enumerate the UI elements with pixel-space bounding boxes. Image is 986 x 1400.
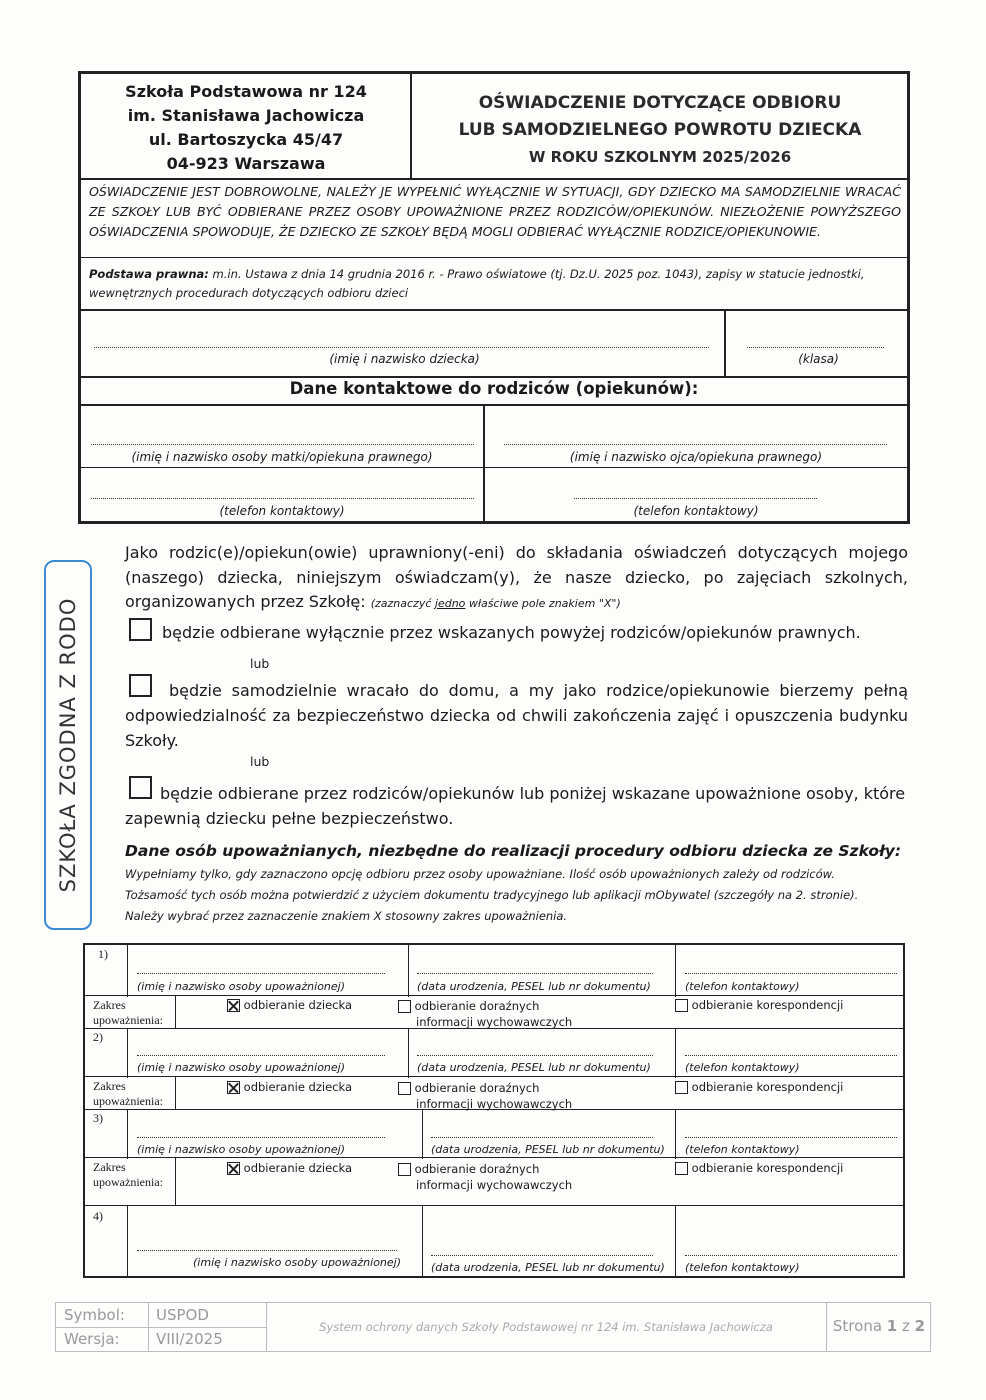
symbol-label: Symbol: <box>64 1306 125 1324</box>
title-line-3: W ROKU SZKOLNYM 2025/2026 <box>528 148 792 166</box>
person-phone-label: (telefon kontaktowy) <box>685 1261 800 1274</box>
authorized-note-2: Tożsamość tych osób można potwierdzić z użyciem dokumentu tradycyjnego lub aplikacji mObywatel (szczegóły na 2. stronie). <box>125 888 859 902</box>
checkbox[interactable] <box>675 1162 688 1175</box>
authorized-heading: Dane osób upoważnianych, niezbędne do realizacji procedury odbioru dziecka ze Szkoły: <box>125 842 902 860</box>
page-number: Strona 1 z 2 <box>832 1317 926 1335</box>
person-phone-label: (telefon kontaktowy) <box>685 980 800 993</box>
scope-mail-option[interactable]: odbieranie korespondencji <box>675 998 843 1012</box>
footer <box>55 1302 931 1352</box>
authorized-table <box>83 943 905 1278</box>
scope-mail-option[interactable]: odbieranie korespondencji <box>675 1161 843 1175</box>
symbol-value: USPOD <box>156 1306 209 1324</box>
checkbox[interactable] <box>398 1082 411 1095</box>
school-patron: im. Stanisława Jachowicza <box>127 106 365 125</box>
legal-basis-text: m.in. Ustawa z dnia 14 grudnia 2016 r. - Prawo oświatowe (tj. Dz.U. 2025 poz. 1043), zapisy w statucie jednostki, wewnętrznych procedurach dotyczących odbioru dzieci <box>89 267 865 300</box>
title-line-2: LUB SAMODZIELNEGO POWROTU DZIECKA <box>458 120 862 140</box>
scope-pickup-option[interactable]: odbieranie dziecka <box>227 998 352 1012</box>
row-number: 2) <box>93 1030 103 1044</box>
school-city: 04-923 Warszawa <box>166 154 326 173</box>
mother-phone-label: (telefon kontaktowy) <box>219 504 345 518</box>
row-number: 3) <box>93 1111 103 1125</box>
person-id-label: (data urodzenia, PESEL lub nr dokumentu) <box>417 980 651 993</box>
row-number: 1) <box>98 947 108 961</box>
scope-info-option[interactable]: odbieranie doraźnych informacji wychowawczych <box>398 1080 572 1112</box>
declaration-hint: (zaznaczyć jedno właściwe pole znakiem "X") <box>370 597 621 610</box>
authorized-note-3: Należy wybrać przez zaznaczenie znakiem X stosowny zakres upoważnienia. <box>125 909 568 923</box>
scope-label: Zakres upoważnienia: <box>93 1160 163 1189</box>
scope-mail-option[interactable]: odbieranie korespondencji <box>675 1080 843 1094</box>
person-id-label: (data urodzenia, PESEL lub nr dokumentu) <box>431 1261 665 1274</box>
scope-label: Zakres upoważnienia: <box>93 998 163 1027</box>
father-label: (imię i nazwisko ojca/opiekuna prawnego) <box>569 450 823 464</box>
header-box <box>78 71 910 524</box>
legal-basis <box>89 265 901 303</box>
school-name: Szkoła Podstawowa nr 124 <box>125 82 367 101</box>
legal-basis-label: Podstawa prawna: <box>89 267 209 281</box>
scope-info-option[interactable]: odbieranie doraźnych informacji wychowawczych <box>398 998 572 1030</box>
father-phone-label: (telefon kontaktowy) <box>633 504 759 518</box>
rodo-stamp <box>44 560 92 930</box>
child-name-label: (imię i nazwisko dziecka) <box>329 352 480 366</box>
rodo-stamp-text: SZKOŁA ZGODNA Z RODO <box>56 597 80 893</box>
or-label-2: lub <box>250 754 270 769</box>
person-name-label: (imię i nazwisko osoby upoważnionej) <box>137 980 346 993</box>
checkbox[interactable] <box>675 1081 688 1094</box>
option-1-checkbox[interactable] <box>129 618 152 645</box>
document-title <box>413 90 907 171</box>
checked-checkbox[interactable] <box>227 999 240 1012</box>
school-street: ul. Bartoszycka 45/47 <box>148 130 344 149</box>
authorized-note-1: Wypełniamy tylko, gdy zaznaczono opcję odbioru przez osoby upoważniane. Ilość osób upoważnionych zależy od rodziców. <box>125 867 835 881</box>
mother-label: (imię i nazwisko osoby matki/opiekuna prawnego) <box>131 450 433 464</box>
scope-label: Zakres upoważnienia: <box>93 1079 163 1108</box>
person-phone-label: (telefon kontaktowy) <box>685 1061 800 1074</box>
title-line-1: OŚWIADCZENIE DOTYCZĄCE ODBIORU <box>478 93 842 113</box>
scope-info-option[interactable]: odbieranie doraźnych informacji wychowawczych <box>398 1161 572 1193</box>
option-2-label: będzie samodzielnie wracało do domu, a my jako rodzice/opiekunowie bierzemy pełną odpowiedzialność za bezpieczeństwo dziecka od chwili zakończenia zajęć i opuszczenia budynku Szkoły. <box>125 681 908 750</box>
contacts-heading: Dane kontaktowe do rodziców (opiekunów): <box>289 379 699 398</box>
person-phone-label: (telefon kontaktowy) <box>685 1143 800 1156</box>
checkbox[interactable] <box>675 999 688 1012</box>
notice-text: OŚWIADCZENIE JEST DOBROWOLNE, NALEŻY JE WYPEŁNIĆ WYŁĄCZNIE W SYTUACJI, GDY DZIECKO MA SAMODZIELNIE WRACAĆ ZE SZKOŁY LUB BYĆ ODBIERANE PRZEZ OSOBY UPOWAŻNIONE PRZEZ RODZICÓW/OPIEKUNÓW. NIEZŁOŻENIE POWYŻSZEGO OŚWIADCZENIA SPOWODUJE, ŻE DZIECKO ZE SZKOŁY BĘDĄ MOGLI ODBIERAĆ WYŁĄCZNIE RODZICE/OPIEKUNOWIE. <box>89 184 901 239</box>
option-1-label: będzie odbierane wyłącznie przez wskazanych powyżej rodziców/opiekunów prawnych. <box>162 623 861 642</box>
person-id-label: (data urodzenia, PESEL lub nr dokumentu) <box>417 1061 651 1074</box>
school-address <box>81 80 411 176</box>
scope-pickup-option[interactable]: odbieranie dziecka <box>227 1161 352 1175</box>
person-id-label: (data urodzenia, PESEL lub nr dokumentu) <box>431 1143 665 1156</box>
checked-checkbox[interactable] <box>227 1162 240 1175</box>
version-value: VIII/2025 <box>156 1330 223 1348</box>
checked-checkbox[interactable] <box>227 1081 240 1094</box>
authorized-notes <box>125 864 915 927</box>
row-number: 4) <box>93 1209 103 1223</box>
or-label-1: lub <box>250 656 270 671</box>
scope-pickup-option[interactable]: odbieranie dziecka <box>227 1080 352 1094</box>
option-3-label: będzie odbierane przez rodziców/opiekunów lub poniżej wskazane upoważnione osoby, które zapewnią dziecku pełne bezpieczeństwo. <box>125 784 906 828</box>
person-name-label: (imię i nazwisko osoby upoważnionej) <box>137 1143 346 1156</box>
declaration-intro-text: Jako rodzic(e)/opiekun(owie) uprawniony(-eni) do składania oświadczeń dotyczących mojego (naszego) dziecka, niniejszym oświadczam(y), że nasze dziecko, po zajęciach szkolnych, organizowanych przez Szkołę: <box>125 543 908 611</box>
checkbox[interactable] <box>398 1000 411 1013</box>
version-label: Wersja: <box>64 1330 120 1348</box>
checkbox[interactable] <box>398 1163 411 1176</box>
system-name: System ochrony danych Szkoły Podstawowej nr 124 im. Stanisława Jachowicza <box>319 1320 773 1334</box>
person-name-label: (imię i nazwisko osoby upoważnionej) <box>137 1061 346 1074</box>
person-name-label: (imię i nazwisko osoby upoważnionej) <box>193 1256 402 1269</box>
declaration-intro <box>125 541 908 617</box>
class-label: (klasa) <box>798 352 839 366</box>
